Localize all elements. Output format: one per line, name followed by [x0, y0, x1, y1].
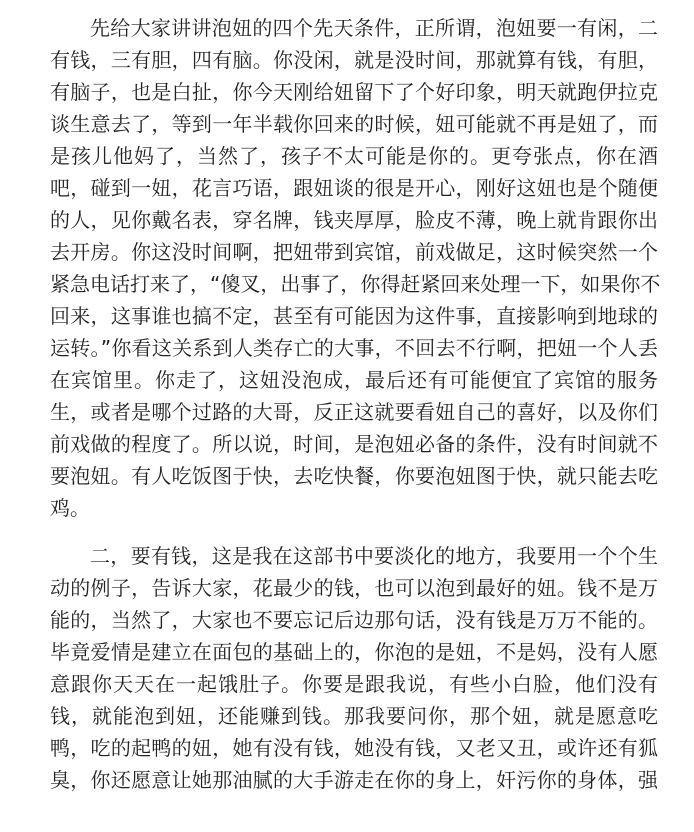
text-line: 先给大家讲讲泡妞的四个先天条件，正所谓，泡妞要一有闲，二: [90, 16, 658, 40]
text-line: 臭，你还愿意让她那油腻的大手游走在你的身上，奸污你的身体，强: [50, 768, 658, 792]
text-line: 吧，碰到一妞，花言巧语，跟妞谈的很是开心，刚好这妞也是个随便: [50, 176, 658, 200]
text-line: 鸭，吃的起鸭的妞，她有没有钱，她没有钱，又老又丑，或许还有狐: [50, 736, 658, 760]
text-line: 毕竟爱情是建立在面包的基础上的，你泡的是妞，不是妈，没有人愿: [50, 640, 658, 664]
text-line: 回来，这事谁也搞不定，甚至有可能因为这件事，直接影响到地球的: [50, 304, 658, 328]
text-line: 要泡妞。有人吃饭图于快，去吃快餐，你要泡妞图于快，就只能去吃: [50, 464, 658, 488]
text-line: 前戏做的程度了。所以说，时间，是泡妞必备的条件，没有时间就不: [50, 432, 658, 456]
text-line: 去开房。你这没时间啊，把妞带到宾馆，前戏做足，这时候突然一个: [50, 240, 658, 264]
document-page: [50, 12, 661, 796]
text-line: 能的，当然了，大家也不要忘记后边那句话，没有钱是万万不能的。: [50, 608, 658, 632]
text-line: 动的例子，告诉大家，花最少的钱，也可以泡到最好的妞。钱不是万: [50, 576, 658, 600]
text-line: 意跟你天天在一起饿肚子。你要是跟我说，有些小白脸，他们没有: [50, 672, 658, 696]
text-line: 钱，就能泡到妞，还能赚到钱。那我要问你，那个妞，就是愿意吃: [50, 704, 658, 728]
text-line: 的人，见你戴名表，穿名牌，钱夹厚厚，脸皮不薄，晚上就肯跟你出: [50, 208, 658, 232]
text-line: 有钱，三有胆，四有脑。你没闲，就是没时间，那就算有钱，有胆，: [50, 48, 658, 72]
text-line: 鸡。: [50, 496, 90, 520]
paragraph-2: [50, 540, 658, 796]
text-line: 运转。”你看这关系到人类存亡的大事，不回去不行啊，把妞一个人丢: [50, 336, 658, 360]
text-line: 谈生意去了，等到一年半载你回来的时候，妞可能就不再是妞了，而: [50, 112, 658, 136]
text-line: 紧急电话打来了，“傻叉，出事了，你得赶紧回来处理一下，如果你不: [50, 272, 661, 296]
paragraph-1: [50, 12, 661, 524]
text-line: 生，或者是哪个过路的大哥，反正这就要看妞自己的喜好，以及你们: [50, 400, 658, 424]
text-line: 在宾馆里。你走了，这妞没泡成，最后还有可能便宜了宾馆的服务: [50, 368, 658, 392]
text-line: 二，要有钱，这是我在这部书中要淡化的地方，我要用一个个生: [90, 544, 658, 568]
text-line: 是孩儿他妈了，当然了，孩子不太可能是你的。更夸张点，你在酒: [50, 144, 658, 168]
text-line: 有脑子，也是白扯，你今天刚给妞留下了个好印象，明天就跑伊拉克: [50, 80, 658, 104]
